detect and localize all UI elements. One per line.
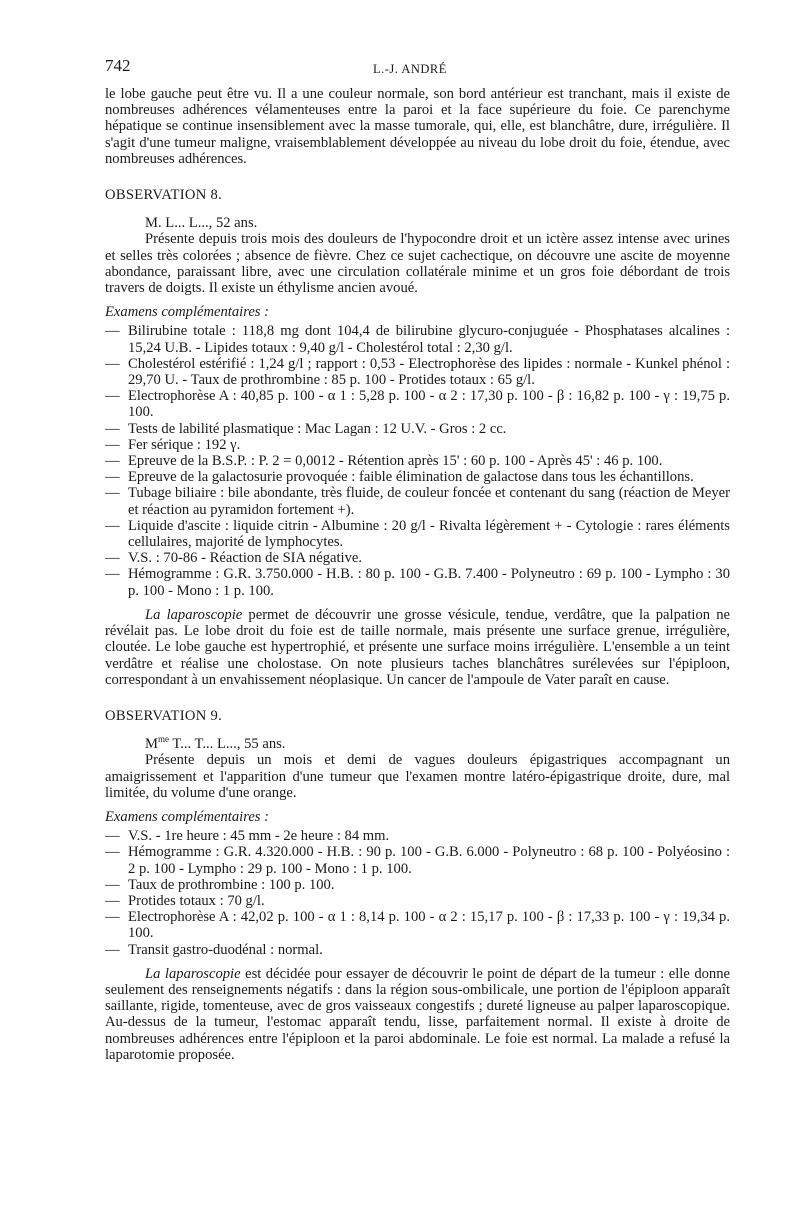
- exam-item: — Hémogramme : G.R. 3.750.000 - H.B. : 80 p. 100 - G.B. 7.400 - Polyneutro : 69 p. 100 - Lympho : 30 p. 100 - Mono : 1 p. 100.: [105, 566, 730, 599]
- exam-item: — Tubage biliaire : bile abondante, très fluide, de couleur foncée et contenant du sang (réaction de Meyer et réaction au pyramidon fortement +).: [105, 485, 730, 518]
- exam-item: — Hémogramme : G.R. 4.320.000 - H.B. : 90 p. 100 - G.B. 6.000 - Polyneutro : 68 p. 100 - Polyéosino : 2 p. 100 - Lympho : 29 p. 100 - Mono : 1 p. 100.: [105, 844, 730, 877]
- exam-item: — V.S. - 1re heure : 45 mm - 2e heure : 84 mm.: [105, 828, 390, 845]
- page-number: 742: [105, 56, 131, 75]
- observation-9-title: OBSERVATION 9.: [105, 707, 223, 724]
- exam-item: — V.S. : 70-86 - Réaction de SIA négative.: [105, 550, 363, 567]
- observation-9-laparoscopy: La laparoscopie est décidée pour essayer de découvrir le point de départ de la tumeur : elle donne seulement des renseignements négatifs : dans la région sous-ombilicale, une portion de l'épiploon apparaît saillante, rigide, tomenteuse, avec de gros vaisseaux congestifs ; dureté ligneuse au palper laparoscopique. Au-dessus de la tumeur, l'estomac apparaît tendu, lisse, parfaitement normal. Il existe à droite de nombreuses adhérences entre l'épiploon et la paroi abdominale. Le foie est normal. La malade a refusé la laparotomie proposée.: [105, 965, 730, 1063]
- observation-8-laparoscopy: La laparoscopie permet de découvrir une grosse vésicule, tendue, verdâtre, que la palpation ne révélait pas. Le lobe droit du foie est de taille normale, mais présente une surface grenue, irrégulière, cloutée. Le lobe gauche est hypertrophié, et présente une surface moins irrégulière. L'ensemble a un teint verdâtre et réalise une cholostase. On note plusieurs taches blanchâtres surélevées sur l'épiploon, correspondant à un envahissement néoplasique. Un cancer de l'ampoule de Vater paraît en cause.: [105, 606, 730, 688]
- observation-8-presentation: Présente depuis trois mois des douleurs de l'hypocondre droit et un ictère assez intense avec urines et selles très colorées ; absence de fièvre. Chez ce sujet cachectique, on découvre une ascite de moyenne abondance, paraissant libre, avec une circulation collatérale minime et un gros foie débordant de trois travers de doigts. Il existe un éthylisme ancien avoué.: [105, 231, 730, 297]
- exam-item: — Epreuve de la B.S.P. : P. 2 = 0,0012 - Rétention après 15' : 60 p. 100 - Après 45' : 46 p. 100.: [105, 453, 663, 470]
- document-page: [105, 58, 730, 1063]
- exam-item: — Tests de labilité plasmatique : Mac Lagan : 12 U.V. - Gros : 2 cc.: [105, 420, 507, 437]
- exam-item: — Epreuve de la galactosurie provoquée : faible élimination de galactose dans tous les échantillons.: [105, 469, 694, 486]
- running-head: L.-J. ANDRÉ: [373, 62, 447, 76]
- exam-item: — Fer sérique : 192 γ.: [105, 436, 241, 453]
- exam-item: — Transit gastro-duodénal : normal.: [105, 941, 323, 958]
- page-header: [105, 58, 730, 86]
- observation-8-subject: M. L... L..., 52 ans.: [145, 215, 258, 232]
- exam-item: — Electrophorèse A : 40,85 p. 100 - α 1 : 5,28 p. 100 - α 2 : 17,30 p. 100 - β : 16,82 p. 100 - γ : 19,75 p. 100.: [105, 388, 730, 421]
- observation-9-subject: $M^{me}$ T... T... L..., 55 ans.: [145, 734, 286, 753]
- exam-item: — Liquide d'ascite : liquide citrin - Albumine : 20 g/l - Rivalta légèrement + - Cytologie : rares éléments cellulaires, majorité de lymphocytes.: [105, 517, 730, 551]
- intro-paragraph: le lobe gauche peut être vu. Il a une couleur normale, son bord antérieur est tranchant, mais il existe de nombreuses adhérences vélamenteuses entre la paroi et la face supérieure du foie. Ce parenchyme hépatique se continue insensiblement avec la masse tumorale, qui, elle, est blanchâtre, dure, irrégulière. Il s'agit d'une tumeur maligne, vraisemblablement développée au niveau du lobe droit du foie, étendue, avec nombreuses adhérences.: [105, 86, 730, 167]
- exam-item: — Electrophorèse A : 42,02 p. 100 - α 1 : 8,14 p. 100 - α 2 : 15,17 p. 100 - β : 17,33 p. 100 - γ : 19,34 p. 100.: [105, 909, 730, 942]
- observation-9-presentation: Présente depuis un mois et demi de vagues douleurs épigastriques accompagnant un amaigrissement et l'apparition d'une tumeur que l'examen montre latéro-épigastrique droite, dure, mal limitée, du volume d'une orange.: [105, 752, 730, 801]
- observation-9-exams-title: Examens complémentaires :: [105, 808, 269, 825]
- observation-8-exams-list: [105, 323, 730, 598]
- observation-9-exams-list: [105, 828, 730, 958]
- exam-item: — Bilirubine totale : 118,8 mg dont 104,4 de bilirubine glycuro-conjuguée - Phosphatases alcalines : 15,24 U.B. - Lipides totaux : 9,40 g/l - Cholestérol total : 2,30 g/l.: [105, 323, 730, 356]
- exam-item: — Protides totaux : 70 g/l.: [105, 892, 265, 909]
- exam-item: — Taux de prothrombine : 100 p. 100.: [105, 876, 335, 893]
- observation-8-exams-title: Examens complémentaires :: [105, 304, 269, 321]
- observation-8-title: OBSERVATION 8.: [105, 187, 223, 204]
- exam-item: — Cholestérol estérifié : 1,24 g/l ; rapport : 0,53 - Electrophorèse des lipides : normale - Kunkel phénol : 29,70 U. - Taux de prothrombine : 85 p. 100 - Protides totaux : 65 g/l.: [105, 355, 730, 389]
